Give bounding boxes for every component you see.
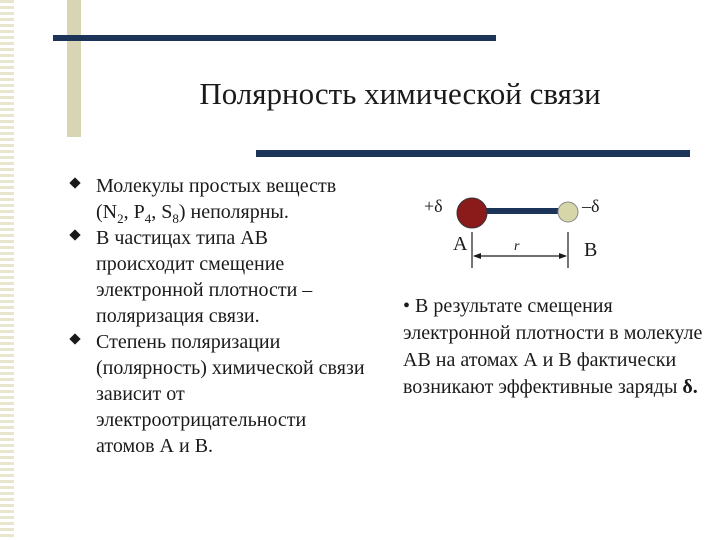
atom-b-circle xyxy=(558,202,578,222)
slide-title: Полярность химической связи xyxy=(199,76,601,111)
bullet-item-3: Степень поляризации (полярность) химической связи зависит от электроотрицательности атомов А и В. xyxy=(68,329,368,459)
top-divider-bar xyxy=(53,35,496,41)
diamond-bullet-icon xyxy=(69,229,80,240)
arrowhead-left-icon xyxy=(473,253,481,259)
diamond-bullet-icon xyxy=(69,177,80,188)
note-bullet: • xyxy=(403,295,411,317)
charge-a-label: +δ xyxy=(424,196,443,216)
decorative-stripes xyxy=(0,0,14,540)
atom-b-label: B xyxy=(584,239,598,261)
decorative-accent-block xyxy=(67,0,81,137)
bullet-item-2: В частицах типа АВ происходит смещение электронной плотности – поляризация связи. xyxy=(68,225,368,329)
bond-line xyxy=(486,208,568,214)
bond-polarity-diagram xyxy=(410,188,610,268)
charge-b-label: –δ xyxy=(582,196,600,216)
atom-a-label: A xyxy=(453,233,468,255)
atom-a-circle xyxy=(457,198,487,228)
arrowhead-right-icon xyxy=(559,253,567,259)
bullet-item-1: Молекулы простых веществ ($N_2$, $P_4$, $S_8$) неполярны. xyxy=(68,173,368,225)
left-bullet-list xyxy=(68,173,368,459)
diamond-bullet-icon xyxy=(69,333,80,344)
note-symbol: δ. xyxy=(682,376,698,398)
distance-label: r xyxy=(514,239,520,254)
right-note xyxy=(403,293,703,401)
title-underline-bar xyxy=(256,150,690,157)
note-text: В результате смещения электронной плотности в молекуле АВ на атомах А и В фактически возникают эффективные заряды xyxy=(403,295,703,398)
